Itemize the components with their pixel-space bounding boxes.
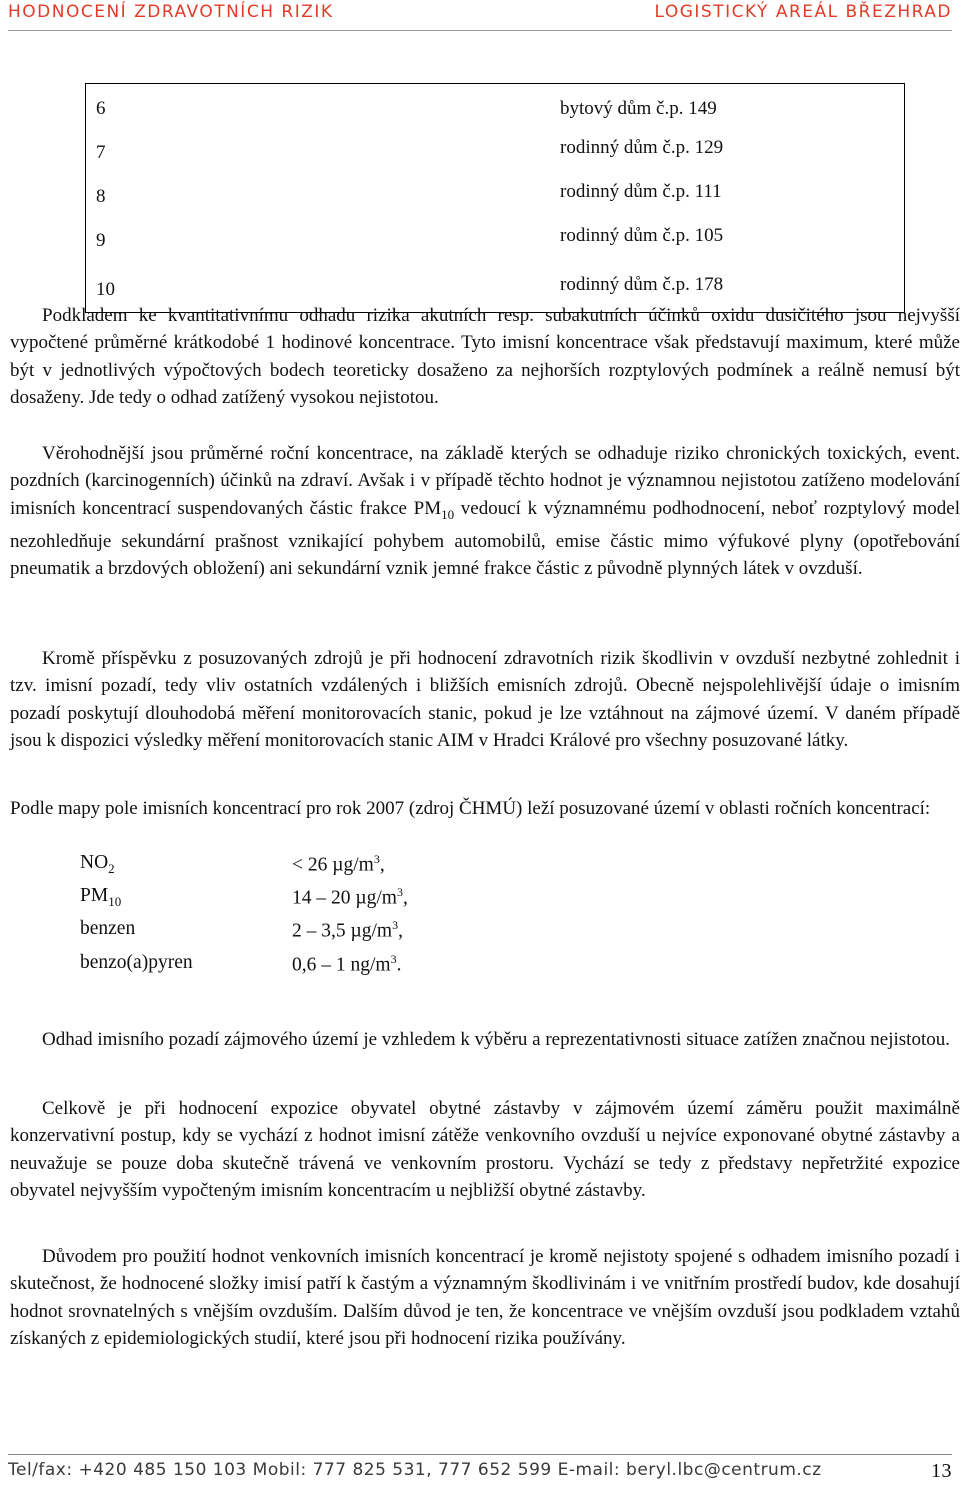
header-document-title: HODNOCENÍ ZDRAVOTNÍCH RIZIK <box>8 2 334 22</box>
pollutant-subscript: 10 <box>108 893 122 909</box>
table-row <box>86 214 905 258</box>
concentration-value: 0,6 – 1 ng/m <box>292 954 391 976</box>
table-row <box>86 84 905 127</box>
paragraph-map-intro: Podle mapy pole imisních koncentrací pro rok 2007 (zdroj ČHMÚ) leží posuzované území v oblasti ročních koncentrací: <box>10 798 931 819</box>
value-punctuation: , <box>379 854 385 876</box>
row-number: 6 <box>96 98 106 119</box>
table-row <box>86 126 905 170</box>
unit-superscript: 3 <box>390 952 397 966</box>
concentration-value: 2 – 3,5 µg/m <box>292 920 393 942</box>
value-punctuation: , <box>402 887 408 909</box>
header-divider <box>8 30 952 31</box>
building-name: rodinný dům č.p. 111 <box>560 181 722 202</box>
pollutant-name: benzen <box>80 918 136 939</box>
paragraph-text: vedoucí k významnému podhodnocení, neboť rozptylový model nezohledňuje sekundární prašnost vznikající pohybem automobilů, emise částic mimo výfukové plyny (opotřebování pneumatik a brzdových obložení) ani sekundární vznik jemné frakce částic z původně plynných látek v ovzduší. <box>10 497 960 580</box>
footer-divider <box>8 1454 952 1455</box>
unit-superscript: 3 <box>373 852 380 866</box>
header-project-title: LOGISTICKÝ AREÁL BŘEZHRAD <box>654 2 952 22</box>
paragraph-uncertainty: Odhad imisního pozadí zájmového území je vzhledem k výběru a reprezentativnosti situace zatížen značnou nejistotou. <box>42 1029 950 1050</box>
paragraph-text: Věrohodnější jsou průměrné roční koncentrace, na základě kterých se odhaduje riziko chronických toxických, event. pozdních (karcinogenních) účinků na zdraví. Avšak i v případě těchto hodnot je významnou nejistotou zatíženo modelování imisních koncentrací suspendovaných částic frakce PM <box>10 443 960 519</box>
row-number: 9 <box>96 230 106 251</box>
table-row <box>86 170 905 214</box>
footer-contact: Tel/fax: +420 485 150 103 Mobil: 777 825 531, 777 652 599 E-mail: beryl.lbc@centrum.cz <box>8 1460 822 1480</box>
building-name: rodinný dům č.p. 178 <box>560 274 724 295</box>
building-table <box>85 83 905 313</box>
paragraph-background-pollution: Kromě příspěvku z posuzovaných zdrojů je při hodnocení zdravotních rizik škodlivin v ovzduší nezbytné zohlednit i tzv. imisní pozadí, tedy vliv ostatních vzdálených i bližších emisních zdrojů. Obecně nejspolehlivější údaje o imisním pozadí poskytují dlouhodobá měření monitorovacích stanic, pokud je lze vztáhnout na zájmové území. V daném případě jsou k dispozici výsledky měření monitorovacích stanic AIM v Hradci Králové pro všechny posuzované látky. <box>10 648 960 752</box>
page-header <box>8 2 952 26</box>
page-footer <box>8 1460 952 1486</box>
pollutant-name: PM <box>80 885 109 906</box>
concentration-value: 14 – 20 µg/m <box>292 887 397 909</box>
row-number: 7 <box>96 142 106 163</box>
paragraph-annual-concentrations <box>10 440 960 583</box>
pollutant-name: benzo(a)pyren <box>80 952 193 973</box>
pollutant-subscript: 2 <box>108 860 115 876</box>
building-name: rodinný dům č.p. 105 <box>560 225 724 246</box>
value-punctuation: , <box>398 920 403 942</box>
page-number: 13 <box>931 1460 952 1482</box>
row-number: 8 <box>96 186 106 207</box>
unit-superscript: 3 <box>396 885 403 899</box>
building-name: rodinný dům č.p. 129 <box>560 137 724 158</box>
paragraph-exposure-approach: Celkově je při hodnocení expozice obyvatel obytné zástavby v zájmovém území záměru použit maximálně konzervativní postup, kdy se vychází z hodnot imisní zátěže venkovního ovzduší u nejvíce exponované obytné zástavby a neuvažuje se pouze doba skutečně trávená ve venkovním prostoru. Vychází se tedy z představy nepřetržité expozice obyvatel nejvyšším vypočteným imisním koncentracím u nejbližší obytné zástavby. <box>10 1098 960 1202</box>
paragraph-acute-effects: Podkladem ke kvantitativnímu odhadu rizika akutních resp. subakutních účinků oxidu dusičitého jsou nejvyšší vypočtené průměrné krátkodobé 1 hodinové koncentrace. Tyto imisní koncentrace však představují maximum, které může být v jednotlivých výpočtových bodech teoreticky dosaženo za nejhorších rozptylových podmínek a reálně nemusí být dosaženy. Jde tedy o odhad zatížený vysokou nejistotou. <box>10 305 960 409</box>
value-punctuation: . <box>396 954 402 976</box>
concentration-value: < 26 µg/m <box>292 854 374 876</box>
paragraph-outdoor-reason: Důvodem pro použití hodnot venkovních imisních koncentrací je kromě nejistoty spojené s odhadem imisního pozadí i skutečnost, že hodnocené složky imisí patří k častým a významným škodlivinám i ve vnitřním prostředí budov, kde dosahují hodnot srovnatelných s vnějším ovzduším. Dalším důvod je ten, že koncentrace ve vnějším ovzduší jsou podkladem vztahů získaných z epidemiologických studií, které jsou při hodnocení rizika používány. <box>10 1246 960 1350</box>
building-name: bytový dům č.p. 149 <box>560 98 717 119</box>
subscript: 10 <box>441 506 455 522</box>
unit-superscript: 3 <box>392 918 399 932</box>
row-number: 10 <box>96 279 115 300</box>
pollutant-name: NO <box>80 852 109 873</box>
